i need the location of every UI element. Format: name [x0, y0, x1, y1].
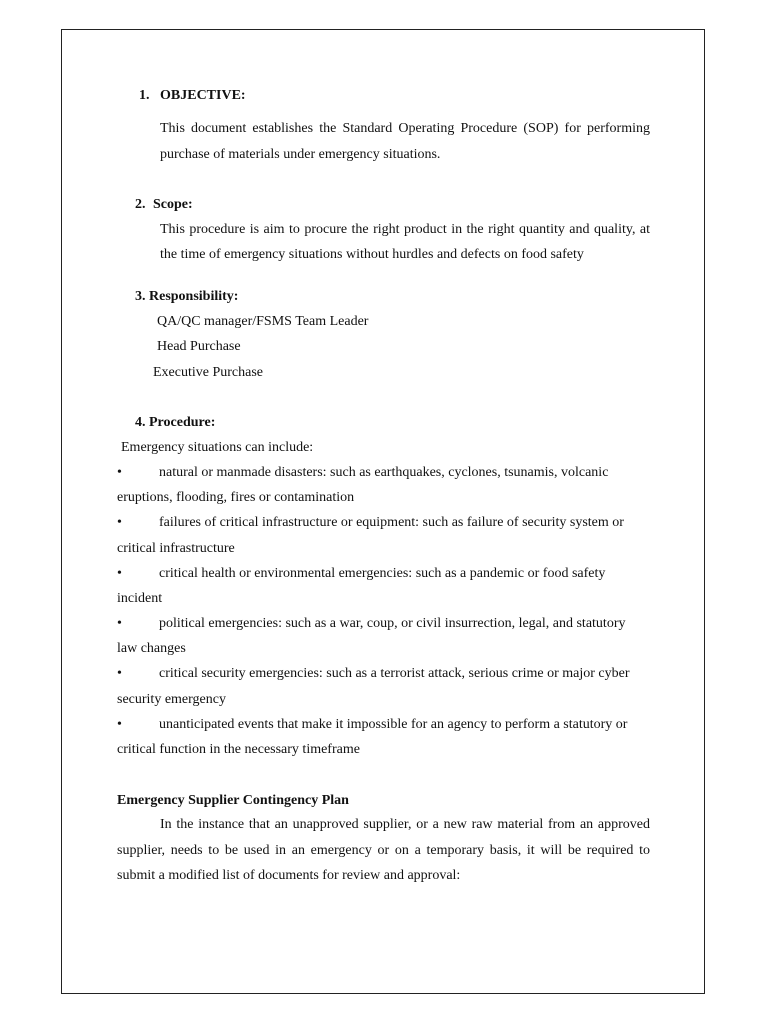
scope-line-1: This procedure is aim to procure the right product in the right quantity and quality, at — [160, 222, 650, 237]
section-number: 1. — [139, 88, 150, 103]
bullet-text: critical security emergencies: such as a terrorist attack, serious crime or major cyber — [159, 666, 630, 681]
responsibility-heading: 3. Responsibility: — [135, 289, 239, 304]
objective-line-1: This document establishes the Standard Operating Procedure (SOP) for performing — [160, 121, 650, 136]
contingency-line-1: In the instance that an unapproved supplier, or a new raw material from an approved — [160, 817, 650, 832]
contingency-line-2: supplier, needs to be used in an emergency or on a temporary basis, it will be required to — [117, 843, 650, 858]
bullet-continuation: critical infrastructure — [117, 541, 235, 556]
contingency-heading: Emergency Supplier Contingency Plan — [117, 793, 349, 808]
bullet-text: natural or manmade disasters: such as earthquakes, cyclones, tsunamis, volcanic — [159, 465, 609, 480]
responsibility-item: QA/QC manager/FSMS Team Leader — [157, 314, 369, 329]
bullet-continuation: incident — [117, 591, 163, 606]
contingency-line-3: submit a modified list of documents for review and approval: — [117, 868, 461, 883]
bullet-icon: • — [117, 465, 122, 480]
bullet-text: critical health or environmental emergencies: such as a pandemic or food safety — [159, 566, 606, 581]
procedure-heading: 4. Procedure: — [135, 415, 216, 430]
bullet-text: political emergencies: such as a war, coup, or civil insurrection, legal, and statutory — [159, 616, 626, 631]
objective-heading: OBJECTIVE: — [160, 88, 246, 103]
section-number: 2. — [135, 197, 146, 212]
responsibility-item: Executive Purchase — [153, 365, 264, 380]
bullet-text: unanticipated events that make it impossible for an agency to perform a statutory or — [159, 717, 628, 732]
bullet-icon: • — [117, 515, 122, 530]
bullet-icon: • — [117, 566, 122, 581]
bullet-icon: • — [117, 616, 122, 631]
responsibility-item: Head Purchase — [157, 339, 241, 354]
bullet-text: failures of critical infrastructure or equipment: such as failure of security system or — [159, 515, 624, 530]
bullet-continuation: eruptions, flooding, fires or contamination — [117, 490, 355, 505]
bullet-continuation: law changes — [117, 641, 186, 656]
bullet-continuation: security emergency — [117, 692, 226, 707]
objective-line-2: purchase of materials under emergency situations. — [160, 147, 441, 162]
bullet-icon: • — [117, 717, 122, 732]
bullet-icon: • — [117, 666, 122, 681]
procedure-intro: Emergency situations can include: — [121, 440, 314, 455]
scope-line-2: the time of emergency situations without hurdles and defects on food safety — [160, 247, 584, 262]
scope-heading: Scope: — [153, 197, 193, 212]
bullet-continuation: critical function in the necessary timeframe — [117, 742, 360, 757]
